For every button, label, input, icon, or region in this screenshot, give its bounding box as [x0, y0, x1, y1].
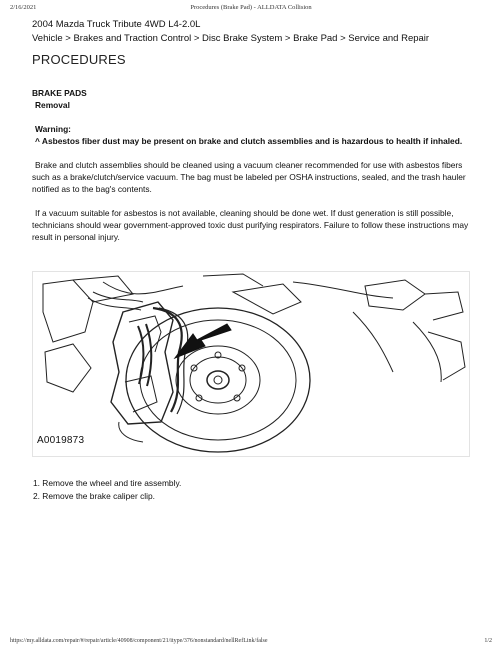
page-number: 1/2: [484, 638, 492, 644]
print-footer: [10, 638, 492, 644]
footer-url: https://my.alldata.com/repair/#/repair/article/40908/component/21/itype/376/nonstandard/nellRefLink/false: [10, 638, 268, 644]
figure-id: A0019873: [37, 435, 85, 446]
procedure-content: [32, 87, 482, 243]
brake-assembly-illustration: [33, 272, 471, 458]
brake-figure: [32, 271, 470, 457]
print-date: 2/16/2021: [10, 4, 37, 11]
list-item: 2. Remove the brake caliper clip.: [33, 490, 155, 501]
page-title: PROCEDURES: [32, 52, 126, 67]
section-heading: BRAKE PADS: [32, 88, 87, 98]
warning-label: Warning:: [35, 124, 71, 134]
paragraph-asbestos-cleaning: Brake and clutch assemblies should be cleaned using a vacuum cleaner recommended for use with asbestos fibers such as a brake/clutch/service vacuum. The bag must be labeled per OSHA instructions, sealed, and the trash hauler notified as to the bag's contents.: [32, 160, 466, 194]
list-item: 1. Remove the wheel and tire assembly.: [33, 478, 182, 488]
paragraph-wet-cleaning: If a vacuum suitable for asbestos is not available, cleaning should be done wet. If dust generation is still possible, technicians should wear government-approved toxic dust purifying respirators. Failure to follow these instructions may result in personal injury.: [32, 208, 469, 242]
steps-list: [33, 477, 181, 502]
warning-text: ^ Asbestos fiber dust may be present on brake and clutch assemblies and is hazardous to health if inhaled.: [35, 136, 463, 146]
section-subheading: Removal: [35, 100, 70, 110]
breadcrumb: Vehicle > Brakes and Traction Control > Disc Brake System > Brake Pad > Service and Repair: [32, 33, 430, 44]
print-title: Procedures (Brake Pad) - ALLDATA Collision: [190, 4, 312, 11]
vehicle-label: 2004 Mazda Truck Tribute 4WD L4-2.0L: [32, 19, 201, 30]
